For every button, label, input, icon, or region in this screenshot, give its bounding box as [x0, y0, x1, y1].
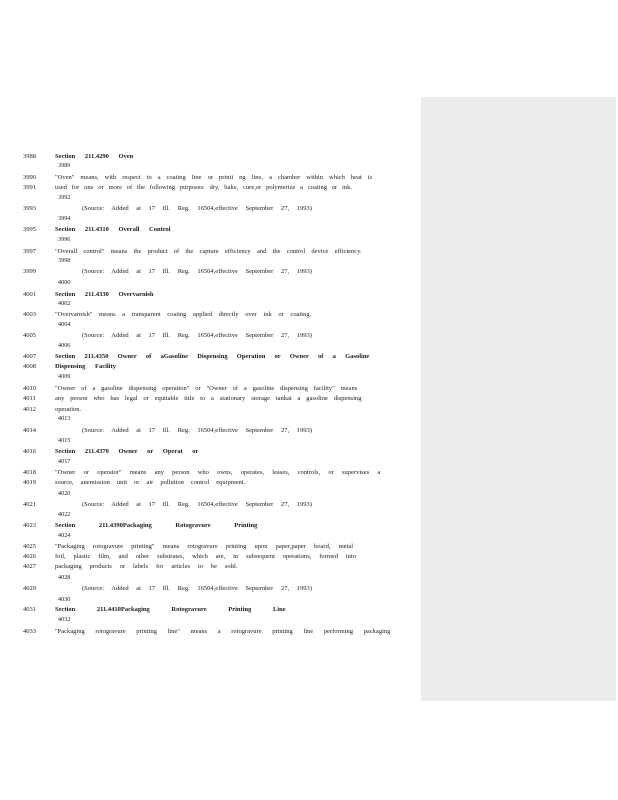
source-note: (Source: Added at 17 Ill. Reg. 16504,effective September 27, 1993) [82, 332, 312, 339]
document-line [0, 500, 421, 510]
document-line [0, 331, 421, 341]
body-text: "Packaging rotogravure printing line" means a rotogravure printing line performing packaging [55, 628, 391, 635]
sub-line-number: 3996 [58, 236, 71, 243]
line-number: 4023 [23, 522, 36, 529]
document-line [0, 605, 421, 615]
section-heading: Section 211.4350 Owner of aGasoline Dispensing Operation or Owner of a Gasoline [55, 353, 370, 360]
section-heading: Section 211.4370 Owner or Operat or [55, 448, 199, 455]
body-text: source, anemission unit or air pollution control equipment. [55, 479, 246, 486]
body-text: used for one or more of the following purposes: dry, bake, cure,or polymerize a coating or ink. [55, 184, 352, 191]
body-text: foil, plastic film, and other substrates, which are, in subsequent operations, formed into [55, 553, 356, 560]
sub-line-number: 3989 [58, 162, 71, 169]
body-text: "Overvarnish" means a transparent coating applied directly over ink or coating. [55, 311, 312, 318]
sub-line-number: 4022 [58, 511, 71, 518]
sub-line-number: 4000 [58, 279, 71, 286]
source-note: (Source: Added at 17 Ill. Reg. 16504,effective September 27, 1993) [82, 501, 312, 508]
sub-line-number: 3994 [58, 215, 71, 222]
body-text: "Packaging rotogravure printing" means rotogravure printing upon paper,paper board, metal [55, 543, 354, 550]
sub-line-number: 3998 [58, 257, 71, 264]
source-note: (Source: Added at 17 Ill. Reg. 16504,effective September 27, 1993) [82, 205, 312, 212]
line-number: 4012 [23, 406, 36, 413]
source-note: (Source: Added at 17 Ill. Reg. 16504,effective September 27, 1993) [82, 427, 312, 434]
document-line [0, 552, 421, 562]
line-number: 4008 [23, 363, 36, 370]
sub-line-number: 3992 [58, 194, 71, 201]
document-line [0, 521, 421, 531]
body-text: "Owner or operator" means any person who owns, operates, leases, controls, or supervises a [55, 469, 381, 476]
sub-line-number: 4006 [58, 342, 71, 349]
body-text: packaging products or labels for articles to be sold. [55, 563, 238, 570]
line-number: 3999 [23, 268, 36, 275]
line-number: 4001 [23, 291, 36, 298]
document-line [0, 562, 421, 572]
line-number: 4018 [23, 469, 36, 476]
section-heading: Section 211.4410Packaging Rotogravure Printing Line [55, 606, 286, 613]
sub-line-number: 4013 [58, 415, 71, 422]
sub-line-number: 4009 [58, 373, 71, 380]
document-line [0, 489, 421, 499]
sub-line-number: 4004 [58, 321, 71, 328]
line-number: 4010 [23, 385, 36, 392]
document-line [0, 542, 421, 552]
line-number: 4029 [23, 585, 36, 592]
document-line [0, 384, 421, 394]
line-number: 3988 [23, 153, 36, 160]
document-line [0, 341, 421, 351]
line-number: 4011 [23, 395, 36, 402]
line-number: 4005 [23, 332, 36, 339]
body-text: operation. [55, 406, 82, 413]
document-line [0, 320, 421, 330]
line-number: 3991 [23, 184, 36, 191]
section-heading: Section 211.4390Packaging Rotogravure Printing [55, 522, 258, 529]
document-line [0, 510, 421, 520]
document-line [0, 352, 421, 362]
sub-line-number: 4015 [58, 437, 71, 444]
document-line [0, 235, 421, 245]
line-number: 3990 [23, 174, 36, 181]
document-line [0, 414, 421, 424]
line-number: 4021 [23, 501, 36, 508]
line-number: 4016 [23, 448, 36, 455]
sub-line-number: 4020 [58, 490, 71, 497]
line-number: 3993 [23, 205, 36, 212]
section-heading: Section 211.4290 Oven [55, 153, 134, 160]
line-number: 4027 [23, 563, 36, 570]
line-number: 4007 [23, 353, 36, 360]
sub-line-number: 4032 [58, 616, 71, 623]
source-note: (Source: Added at 17 Ill. Reg. 16504,effective September 27, 1993) [82, 585, 312, 592]
document-line [0, 531, 421, 541]
document-line [0, 457, 421, 467]
document-line [0, 278, 421, 288]
document-line [0, 193, 421, 203]
source-note: (Source: Added at 17 Ill. Reg. 16504,effective September 27, 1993) [82, 268, 312, 275]
line-number: 4014 [23, 427, 36, 434]
body-text: any person who has legal or equitable title to a stationary storage tankat a gasoline dispensing [55, 395, 362, 402]
line-number: 4003 [23, 311, 36, 318]
document-line [0, 372, 421, 382]
document-line [0, 267, 421, 277]
sub-line-number: 4030 [58, 596, 71, 603]
comment-pane [421, 97, 616, 701]
line-number: 3995 [23, 226, 36, 233]
document-line [0, 394, 421, 404]
line-number: 4031 [23, 606, 36, 613]
sub-line-number: 4002 [58, 300, 71, 307]
line-number: 4033 [23, 628, 36, 635]
document-line [0, 204, 421, 214]
document-line [0, 468, 421, 478]
document-line [0, 214, 421, 224]
document-line [0, 447, 421, 457]
document-line [0, 362, 421, 372]
body-text: "Owner of a gasoline dispensing operation" or "Owner of a gasoline dispensing facility" means [55, 385, 358, 392]
document-line [0, 595, 421, 605]
line-number: 3997 [23, 248, 36, 255]
sub-line-number: 4024 [58, 532, 71, 539]
section-heading: Section 211.4330 Overvarnish [55, 291, 154, 298]
section-heading: Section 211.4310 Overall Control [55, 226, 171, 233]
sub-line-number: 4028 [58, 574, 71, 581]
sub-line-number: 4017 [58, 458, 71, 465]
line-number: 4025 [23, 543, 36, 550]
document-line [0, 615, 421, 625]
document-line [0, 225, 421, 235]
document-line [0, 310, 421, 320]
document-line [0, 299, 421, 309]
line-number: 4026 [23, 553, 36, 560]
document-line [0, 436, 421, 446]
section-heading: Dispensing Facility [55, 363, 116, 370]
body-text: "Oven" means, with respect to a coating line or printi ng line, a chamber within which heat is [55, 174, 373, 181]
document-line [0, 256, 421, 266]
document-line [0, 426, 421, 436]
document-line [0, 584, 421, 594]
document-line [0, 627, 421, 637]
line-number: 4019 [23, 479, 36, 486]
document-line [0, 573, 421, 583]
document-line [0, 161, 421, 171]
document-line [0, 478, 421, 488]
document-line [0, 183, 421, 193]
body-text: "Overall control" means the product of the capture efficiency and the control device efficiency. [55, 248, 362, 255]
document-line [0, 173, 421, 183]
